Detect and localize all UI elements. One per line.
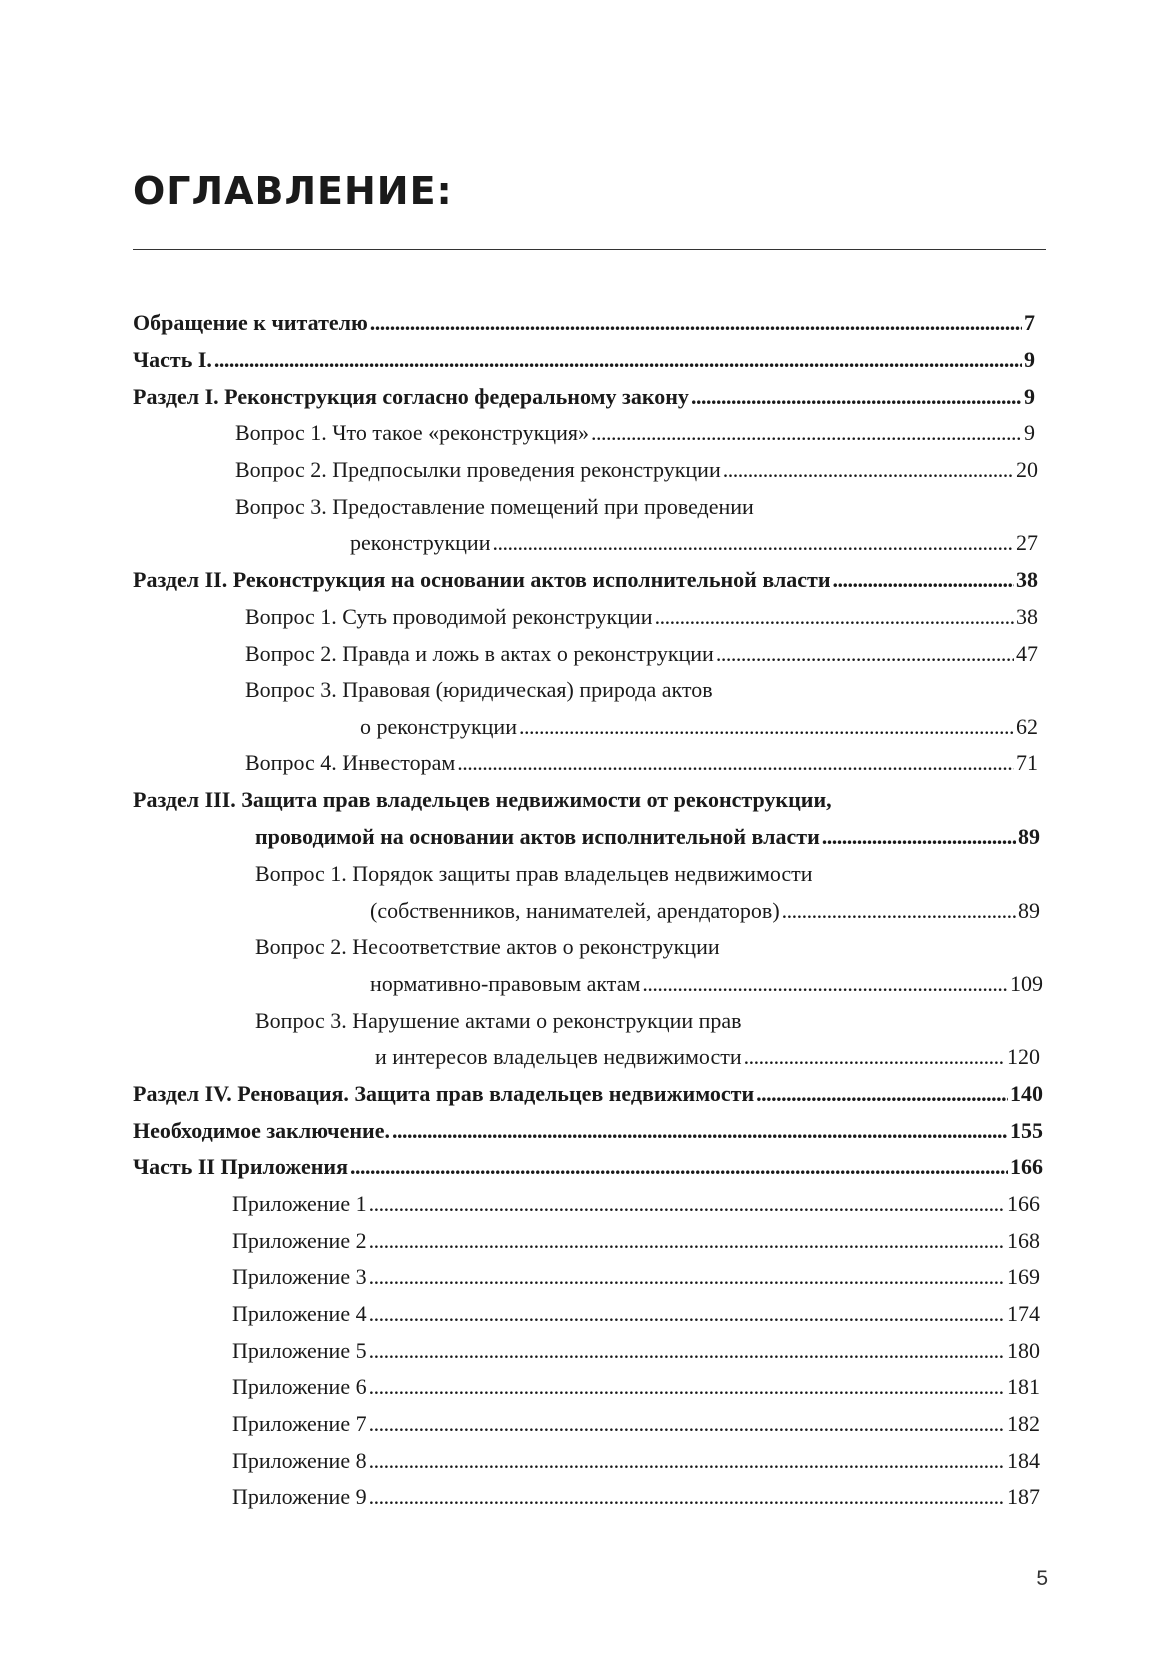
toc-entry xyxy=(235,492,754,522)
toc-leader-dots xyxy=(369,1226,1005,1256)
toc-entry-page: 182 xyxy=(1007,1411,1040,1436)
toc-entry-label: Вопрос 4. Инвесторам xyxy=(245,750,456,775)
toc-entry xyxy=(245,639,1038,669)
toc-entry-label: Приложение 4 xyxy=(232,1301,367,1326)
toc-leader-dots xyxy=(591,418,1022,448)
toc-leader-dots xyxy=(369,1372,1005,1402)
toc-leader-dots xyxy=(369,1299,1005,1329)
toc-leader-dots xyxy=(369,1409,1005,1439)
toc-leader-dots xyxy=(833,565,1014,595)
toc-leader-dots xyxy=(782,896,1016,926)
toc-entry xyxy=(255,859,813,889)
toc-entry-page: 166 xyxy=(1010,1154,1043,1179)
toc-entry-label: Вопрос 1. Суть проводимой реконструкции xyxy=(245,604,653,629)
toc-entry xyxy=(232,1189,1040,1219)
toc-entry xyxy=(232,1482,1040,1512)
toc-entry xyxy=(133,345,1035,375)
toc-entry-page: 9 xyxy=(1024,347,1035,372)
toc-entry-label: Вопрос 3. Нарушение актами о реконструкции прав xyxy=(255,1008,742,1033)
toc-entry-label: Часть II Приложения xyxy=(133,1154,348,1179)
toc-entry xyxy=(255,932,720,962)
toc-entry-label: Вопрос 3. Предоставление помещений при проведении xyxy=(235,494,754,519)
toc-entry-label: (собственников, нанимателей, арендаторов) xyxy=(370,898,780,923)
toc-leader-dots xyxy=(744,1042,1005,1072)
toc-entry xyxy=(133,1152,1043,1182)
toc-entry-page: 38 xyxy=(1016,604,1038,629)
toc-entry-page: 187 xyxy=(1007,1484,1040,1509)
toc-entry-page: 174 xyxy=(1007,1301,1040,1326)
toc-entry-label: Приложение 2 xyxy=(232,1228,367,1253)
toc-leader-dots xyxy=(519,712,1014,742)
toc-leader-dots xyxy=(756,1079,1008,1109)
toc-entry xyxy=(350,528,1038,558)
toc-entry-label: Приложение 8 xyxy=(232,1448,367,1473)
toc-entry-label: Вопрос 2. Правда и ложь в актах о реконструкции xyxy=(245,641,714,666)
toc-entry xyxy=(375,1042,1040,1072)
toc-entry-page: 27 xyxy=(1016,530,1038,555)
toc-entry-label: Приложение 6 xyxy=(232,1374,367,1399)
toc-entry-label: Раздел I. Реконструкция согласно федеральному закону xyxy=(133,384,689,409)
toc-entry-page: 9 xyxy=(1024,420,1035,445)
toc-leader-dots xyxy=(369,1262,1005,1292)
toc-entry-page: 20 xyxy=(1016,457,1038,482)
page-number: 5 xyxy=(1036,1567,1048,1590)
toc-entry-label: Приложение 9 xyxy=(232,1484,367,1509)
toc-entry-label: о реконструкции xyxy=(360,714,517,739)
toc-entry xyxy=(133,308,1035,338)
toc-leader-dots xyxy=(691,382,1022,412)
toc-entry-label: Обращение к читателю xyxy=(133,310,368,335)
toc-entry xyxy=(360,712,1038,742)
toc-entry-page: 169 xyxy=(1007,1264,1040,1289)
toc-entry xyxy=(232,1262,1040,1292)
toc-leader-dots xyxy=(723,455,1014,485)
toc-leader-dots xyxy=(369,1482,1005,1512)
toc-leader-dots xyxy=(370,308,1022,338)
toc-leader-dots xyxy=(369,1336,1005,1366)
toc-entry-label: Приложение 5 xyxy=(232,1338,367,1363)
toc-entry xyxy=(232,1446,1040,1476)
toc-entry-page: 7 xyxy=(1024,310,1035,335)
toc-entry xyxy=(245,748,1038,778)
page-title: ОГЛАВЛЕНИЕ: xyxy=(133,169,453,213)
toc-entry-page: 120 xyxy=(1007,1044,1040,1069)
toc-entry-page: 181 xyxy=(1007,1374,1040,1399)
toc-entry xyxy=(370,896,1040,926)
toc-entry-page: 62 xyxy=(1016,714,1038,739)
toc-entry-label: Вопрос 2. Предпосылки проведения реконструкции xyxy=(235,457,721,482)
toc-entry-label: и интересов владельцев недвижимости xyxy=(375,1044,742,1069)
toc-entry-label: Раздел III. Защита прав владельцев недвижимости от реконструкции, xyxy=(133,787,832,812)
toc-entry-page: 71 xyxy=(1016,750,1038,775)
toc-entry-page: 184 xyxy=(1007,1448,1040,1473)
toc-entry-label: Приложение 3 xyxy=(232,1264,367,1289)
toc-leader-dots xyxy=(369,1189,1005,1219)
toc-entry-page: 180 xyxy=(1007,1338,1040,1363)
toc-entry-page: 89 xyxy=(1018,898,1040,923)
toc-leader-dots xyxy=(457,748,1014,778)
toc-entry-label: нормативно-правовым актам xyxy=(370,971,641,996)
toc-entry xyxy=(255,1006,742,1036)
toc-leader-dots xyxy=(350,1152,1008,1182)
toc-entry xyxy=(232,1226,1040,1256)
toc-leader-dots xyxy=(642,969,1008,999)
toc-entry-page: 140 xyxy=(1010,1081,1043,1106)
toc-entry xyxy=(133,1116,1043,1146)
toc-entry-label: Вопрос 2. Несоответствие актов о реконструкции xyxy=(255,934,720,959)
toc-entry xyxy=(232,1409,1040,1439)
toc-leader-dots xyxy=(716,639,1014,669)
toc-entry xyxy=(133,382,1035,412)
toc-entry-label: Раздел II. Реконструкция на основании актов исполнительной власти xyxy=(133,567,831,592)
toc-leader-dots xyxy=(822,822,1016,852)
toc-entry-label: проводимой на основании актов исполнительной власти xyxy=(255,824,820,849)
toc-entry-page: 38 xyxy=(1016,567,1038,592)
toc-entry-page: 166 xyxy=(1007,1191,1040,1216)
toc-leader-dots xyxy=(655,602,1014,632)
toc-entry xyxy=(232,1336,1040,1366)
toc-entry-page: 89 xyxy=(1018,824,1040,849)
toc-entry xyxy=(232,1372,1040,1402)
toc-entry-label: Приложение 7 xyxy=(232,1411,367,1436)
toc-entry xyxy=(133,1079,1043,1109)
toc-entry-page: 47 xyxy=(1016,641,1038,666)
toc-entry-page: 168 xyxy=(1007,1228,1040,1253)
title-divider xyxy=(133,249,1046,250)
toc-entry xyxy=(235,455,1038,485)
toc-entry-page: 109 xyxy=(1010,971,1043,996)
toc-leader-dots xyxy=(392,1116,1008,1146)
toc-entry xyxy=(255,822,1040,852)
toc-entry-label: реконструкции xyxy=(350,530,491,555)
toc-leader-dots xyxy=(369,1446,1005,1476)
toc-entry-label: Раздел IV. Реновация. Защита прав владельцев недвижимости xyxy=(133,1081,755,1106)
toc-entry xyxy=(232,1299,1040,1329)
toc-entry xyxy=(245,675,713,705)
toc-entry-page: 9 xyxy=(1024,384,1035,409)
toc-entry xyxy=(370,969,1043,999)
toc-entry xyxy=(245,602,1038,632)
toc-entry-label: Необходимое заключение. xyxy=(133,1118,390,1143)
toc-entry-label: Вопрос 1. Что такое «реконструкция» xyxy=(235,420,589,445)
toc-entry xyxy=(133,785,832,815)
toc-entry-label: Вопрос 3. Правовая (юридическая) природа актов xyxy=(245,677,713,702)
toc-leader-dots xyxy=(492,528,1014,558)
toc-leader-dots xyxy=(214,345,1022,375)
toc-entry-page: 155 xyxy=(1010,1118,1043,1143)
toc-entry xyxy=(133,565,1038,595)
toc-entry-label: Вопрос 1. Порядок защиты прав владельцев недвижимости xyxy=(255,861,813,886)
toc-entry-label: Часть I. xyxy=(133,347,212,372)
toc-entry xyxy=(235,418,1035,448)
toc-entry-label: Приложение 1 xyxy=(232,1191,367,1216)
